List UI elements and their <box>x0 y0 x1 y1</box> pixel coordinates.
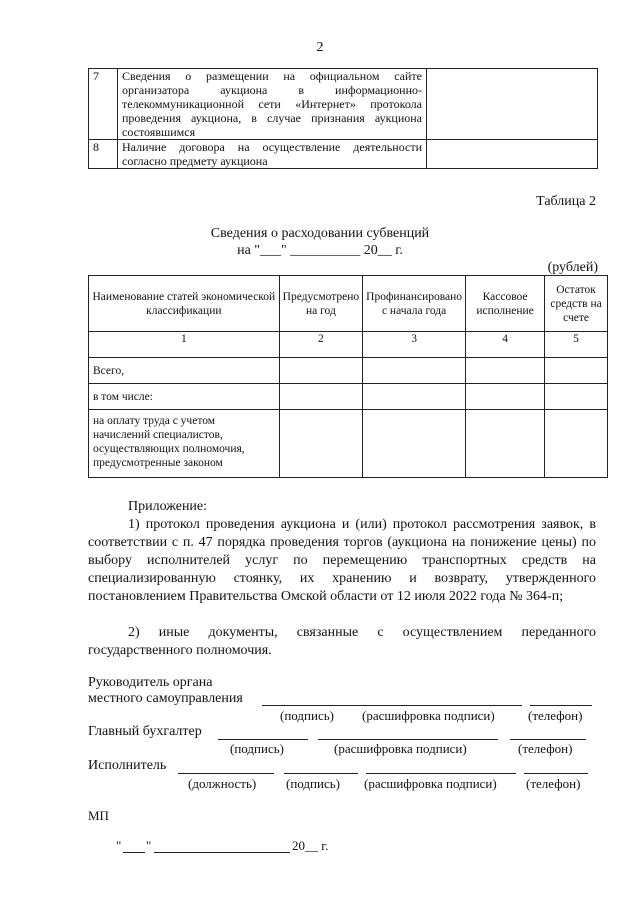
accountant-title: Главный бухгалтер <box>88 724 202 739</box>
decoding-line <box>318 739 498 740</box>
label-signature: (подпись) <box>230 741 284 756</box>
label-signature: (подпись) <box>280 708 334 723</box>
table-row <box>89 140 598 169</box>
executor-title: Исполнитель <box>88 758 167 773</box>
position-line <box>178 773 274 774</box>
column-header: Предусмотрено на год <box>279 276 363 332</box>
row-number: 8 <box>89 140 118 169</box>
column-number: 2 <box>279 332 363 358</box>
label-signature: (подпись) <box>286 776 340 791</box>
appendix-heading: Приложение: <box>128 499 208 514</box>
column-number: 1 <box>89 332 280 358</box>
row-label: Всего, <box>89 358 280 384</box>
row-text: Наличие договора на осуществление деятельности согласно предмету аукциона <box>118 140 427 169</box>
row-label: в том числе: <box>89 384 280 410</box>
label-decoding: (расшифровка подписи) <box>334 741 467 756</box>
decoding-line <box>366 773 516 774</box>
phone-line <box>510 739 586 740</box>
column-header: Остаток средств на счете <box>545 276 608 332</box>
page-number: 2 <box>316 40 324 55</box>
row-value <box>427 69 598 140</box>
column-header: Кассовое исполнение <box>466 276 545 332</box>
signature-line <box>284 773 358 774</box>
signature-line <box>262 705 522 706</box>
date-quote-close: " <box>146 838 152 853</box>
table-row <box>89 358 608 384</box>
expenses-table <box>88 275 608 478</box>
units-label: (рублей) <box>547 260 598 275</box>
info-table <box>88 68 598 169</box>
date-year: 20__ г. <box>292 838 329 853</box>
phone-line <box>530 705 592 706</box>
day-line <box>123 852 145 853</box>
row-text: Сведения о размещении на официальном сайте организатора аукциона в информационно-телекоммуникационной сети «Интернет» протокола проведения аукциона, в случае признания аукциона состоявшимся <box>118 69 427 140</box>
label-phone: (телефон) <box>518 741 573 756</box>
column-number: 3 <box>363 332 466 358</box>
appendix-item-2: 2) иные документы, связанные с осуществлением переданного государственного полномочия. <box>88 625 596 658</box>
appendix-item-1: 1) протокол проведения аукциона и (или) протокол рассмотрения заявок, в соответствии с п. 47 порядка проведения торгов (аукциона на понижение цены) по выбору исполнителей услуг по перемещению транспортных средств на специализированную стоянку, их хранению и возврату, утвержденного постановлением Правительства Омской области от 12 июля 2022 года № 364-п; <box>88 517 596 604</box>
column-number: 5 <box>545 332 608 358</box>
signature-line <box>218 739 308 740</box>
row-value <box>427 140 598 169</box>
table-title: Сведения о расходовании субвенций <box>210 226 430 241</box>
label-position: (должность) <box>188 776 257 791</box>
table-row <box>89 410 608 478</box>
column-header: Наименование статей экономической классификации <box>89 276 280 332</box>
label-decoding: (расшифровка подписи) <box>362 708 495 723</box>
table-row <box>89 384 608 410</box>
label-decoding: (расшифровка подписи) <box>364 776 497 791</box>
head-title-line1: Руководитель органа <box>88 675 213 690</box>
label-phone: (телефон) <box>526 776 581 791</box>
row-number: 7 <box>89 69 118 140</box>
column-header: Профинансировано с начала года <box>363 276 466 332</box>
row-label: на оплату труда с учетом начислений специалистов, осуществляющих полномочия, предусмотренные законом <box>89 410 280 478</box>
date-quote-open: " <box>116 838 122 853</box>
table-caption: Таблица 2 <box>536 194 596 209</box>
phone-line <box>524 773 588 774</box>
seal-mark: МП <box>88 808 109 823</box>
head-title-line2: местного самоуправления <box>88 691 243 706</box>
column-number: 4 <box>466 332 545 358</box>
month-line <box>154 852 290 853</box>
label-phone: (телефон) <box>528 708 583 723</box>
table-date: на "___" __________ 20__ г. <box>237 243 403 258</box>
table-row <box>89 69 598 140</box>
